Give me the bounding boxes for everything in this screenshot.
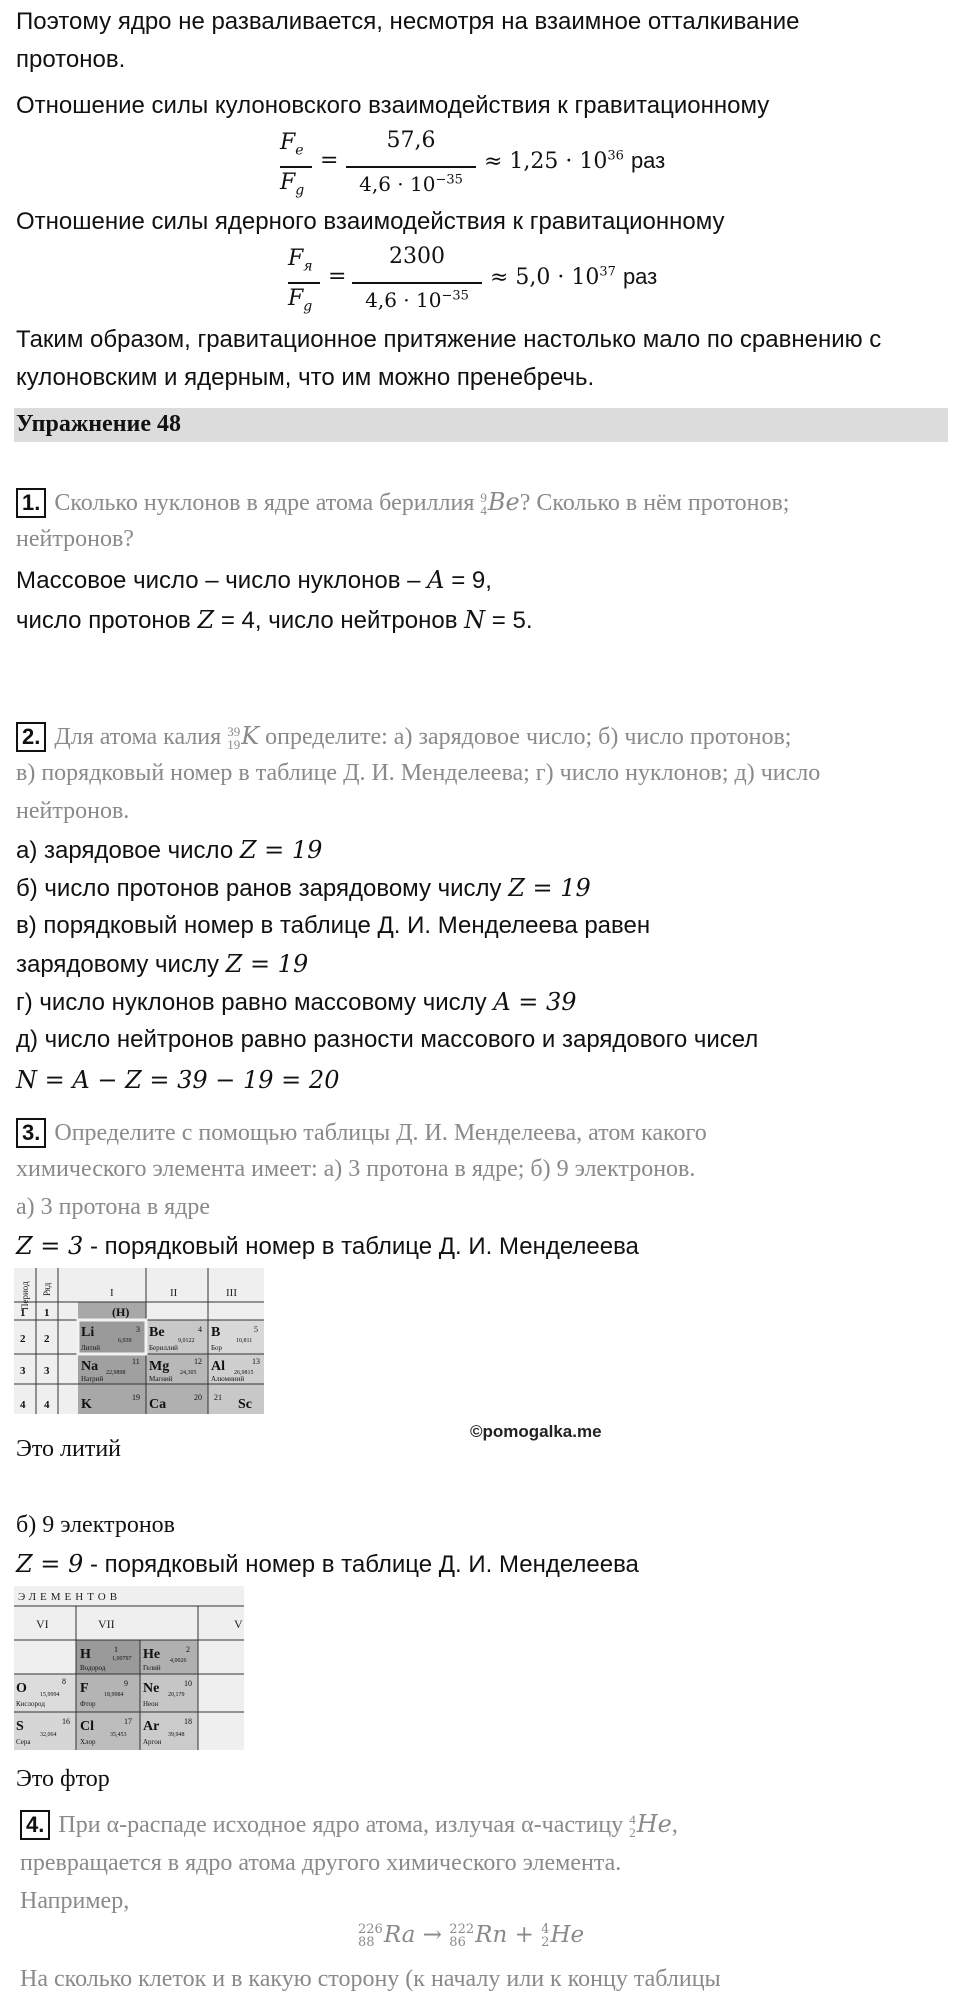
svg-text:Аргон: Аргон [143,1738,162,1746]
svg-text:18: 18 [184,1717,192,1726]
svg-text:22,9898: 22,9898 [106,1370,126,1376]
svg-text:4,0026: 4,0026 [170,1658,187,1664]
svg-text:21: 21 [214,1393,222,1402]
table2-header: ЭЛЕМЕНТОВ [18,1591,122,1603]
periodic-table-fragment-1 [14,1268,264,1414]
he-isotope-indices: 4 2 [629,1812,636,1841]
al-symbol: Al [211,1359,225,1374]
svg-text:19: 19 [132,1393,140,1402]
q2-answer-v-1: в) порядковый номер в таблице Д. И. Менделеева равен [16,912,651,939]
b-symbol: B [211,1325,221,1340]
q3-a-line: Z = 3 - порядковый номер в таблице Д. И. Менделеева [16,1232,639,1260]
q2-answer-v-2: зарядовому числу Z = 19 [16,950,309,978]
svg-text:39,948: 39,948 [168,1732,185,1738]
h-cell: (H) [112,1305,130,1319]
svg-text:35,453: 35,453 [110,1732,127,1738]
svg-text:Литий: Литий [81,1344,101,1352]
be-isotope-indices: 9 4 [480,490,487,519]
alpha-decay-equation: 226 88 Ra → 222 86 Rn + 4 2 He [358,1922,585,1950]
svg-text:Хлор: Хлор [80,1738,96,1746]
q2-text-line-3: нейтронов. [16,798,130,824]
svg-text:Гелий: Гелий [143,1664,161,1672]
svg-text:4: 4 [44,1399,50,1411]
svg-text:1: 1 [44,1307,50,1319]
group-7-label: VII [98,1617,115,1631]
q1-answer-2: число протонов Z = 4, число нейтронов N = 5. [16,606,533,634]
svg-text:Кислород: Кислород [16,1700,45,1708]
na-symbol: Na [81,1359,99,1374]
row-label-4: 4 [20,1399,26,1411]
intro-line-2: протонов. [16,46,126,73]
svg-text:Натрий: Натрий [81,1375,104,1383]
exercise-title: Упражнение 48 [16,411,182,437]
q3-b-line: Z = 9 - порядковый номер в таблице Д. И. Менделеева [16,1550,639,1578]
svg-text:26,9815: 26,9815 [234,1370,254,1376]
svg-text:Алюминий: Алюминий [211,1375,245,1383]
svg-text:13: 13 [252,1357,260,1366]
row-label-1: 1 [20,1307,26,1319]
intro-line-1: Поэтому ядро не разваливается, несмотря на взаимное отталкивание [16,8,800,35]
q2-answer-a: а) зарядовое число Z = 19 [16,836,323,864]
q4-number: 4. [20,1810,50,1840]
be-symbol: Be [149,1325,165,1340]
k-isotope-indices: 39 19 [227,724,241,753]
svg-text:2: 2 [186,1645,190,1654]
svg-text:Водород: Водород [80,1664,106,1672]
formula-nuclear-ratio: $F_я$ $F_g$ = 2300 $4,6 \cdot 10^{-35}$ ≈ $5,0 \cdot 10^{37}$ раз [288,244,658,315]
sc-symbol: Sc [238,1397,252,1412]
q1-text-line-1: 1. Сколько нуклонов в ядре атома бериллия 9 4 Be? Сколько в нём протонов; [16,488,789,518]
q2-answer-d-expr: N = A − Z = 39 − 19 = 20 [16,1066,340,1094]
ne-symbol: Ne [143,1681,160,1696]
svg-text:Неон: Неон [143,1700,159,1708]
cl-symbol: Cl [80,1719,94,1734]
svg-text:2: 2 [44,1333,50,1345]
svg-text:10: 10 [184,1679,192,1688]
s-symbol: S [16,1719,24,1734]
svg-text:Фтор: Фтор [80,1700,96,1708]
svg-text:1: 1 [114,1645,118,1654]
q3-a-answer: Это литий [16,1436,122,1462]
svg-text:16: 16 [62,1717,70,1726]
svg-text:Бериллий: Бериллий [149,1344,178,1352]
ratio2-label: Отношение силы ядерного взаимодействия к гравитационному [16,208,725,235]
mg-symbol: Mg [149,1359,170,1374]
q4-text-line-4: На сколько клеток и в какую сторону (к началу или к концу таблицы [20,1966,721,1992]
svg-text:8: 8 [62,1677,66,1686]
group-1-label: I [110,1287,114,1299]
k-symbol: K [81,1397,92,1412]
svg-text:5: 5 [254,1325,258,1334]
svg-text:4: 4 [198,1325,202,1334]
col-row-label: Ряд [42,1282,52,1296]
f-symbol: F [80,1681,89,1696]
q3-text-line-2: химического элемента имеет: а) 3 протона в ядре; б) 9 электронов. [16,1156,696,1182]
svg-text:10,811: 10,811 [236,1338,253,1344]
svg-text:32,064: 32,064 [40,1732,57,1738]
q2-text-line-1: 2. Для атома калия 39 19 K определите: а) зарядовое число; б) число протонов; [16,722,791,752]
row-label-3: 3 [20,1365,26,1377]
q2-answer-g: г) число нуклонов равно массовому числу A = 39 [16,988,577,1016]
svg-text:Бор: Бор [211,1344,223,1352]
q1-text-line-2: нейтронов? [16,526,134,552]
he-symbol: He [143,1647,161,1662]
ar-symbol: Ar [143,1719,160,1734]
q2-number: 2. [16,722,46,752]
group-3-label: III [226,1287,237,1299]
group-6-label: VI [36,1617,49,1631]
li-symbol: Li [81,1325,95,1340]
svg-text:9,0122: 9,0122 [178,1338,195,1344]
watermark: ©pomogalka.me [470,1422,602,1441]
q4-text-line-2: превращается в ядро атома другого химического элемента. [20,1850,622,1876]
conclusion-line-1: Таким образом, гравитационное притяжение настолько мало по сравнению с [16,326,882,353]
svg-text:11: 11 [132,1357,140,1366]
col-period-label: Период [20,1281,30,1310]
svg-text:20,179: 20,179 [168,1692,185,1698]
svg-text:1,00797: 1,00797 [112,1656,132,1662]
svg-text:15,9994: 15,9994 [40,1692,60,1698]
svg-text:12: 12 [194,1357,202,1366]
q3-b-answer: Это фтор [16,1766,110,1792]
group-8-label: V [234,1617,243,1631]
q4-text-line-3: Например, [20,1888,130,1914]
q2-answer-b: б) число протонов ранов зарядовому числу Z = 19 [16,874,591,902]
q1-number: 1. [16,488,46,518]
svg-text:20: 20 [194,1393,202,1402]
q3-b-title: б) 9 электронов [16,1512,175,1538]
periodic-table-fragment-2 [14,1586,244,1750]
conclusion-line-2: кулоновским и ядерным, что им можно пренебречь. [16,364,595,391]
q1-answer-1: Массовое число – число нуклонов – A = 9, [16,566,492,594]
svg-text:Сера: Сера [16,1738,31,1746]
q4-text-line-1: 4. При α-распаде исходное ядро атома, излучая α-частицу 4 2 He, [20,1810,678,1840]
q3-number: 3. [16,1118,46,1148]
o-symbol: O [16,1681,27,1696]
q2-answer-d: д) число нейтронов равно разности массового и зарядового чисел [16,1026,759,1053]
svg-text:18,9984: 18,9984 [104,1692,124,1698]
svg-text:6,939: 6,939 [118,1338,132,1344]
group-2-label: II [170,1287,178,1299]
q2-text-line-2: в) порядковый номер в таблице Д. И. Менделеева; г) число нуклонов; д) число [16,760,821,786]
ratio1-label: Отношение силы кулоновского взаимодействия к гравитационному [16,92,770,119]
row-label-2: 2 [20,1333,26,1345]
svg-text:3: 3 [136,1325,140,1334]
svg-text:9: 9 [124,1679,128,1688]
formula-coulomb-ratio: $F_e$ $F_g$ = 57,6 $4,6 \cdot 10^{-35}$ ≈ $1,25 \cdot 10^{36}$ раз [280,128,666,199]
svg-text:24,305: 24,305 [180,1370,197,1376]
svg-text:Магний: Магний [149,1375,173,1383]
q3-text-line-1: 3. Определите с помощью таблицы Д. И. Менделеева, атом какого [16,1118,707,1148]
ca-symbol: Ca [149,1397,167,1412]
h-symbol: H [80,1647,91,1662]
svg-text:17: 17 [124,1717,132,1726]
q3-a-title: а) 3 протона в ядре [16,1194,211,1220]
svg-text:3: 3 [44,1365,50,1377]
